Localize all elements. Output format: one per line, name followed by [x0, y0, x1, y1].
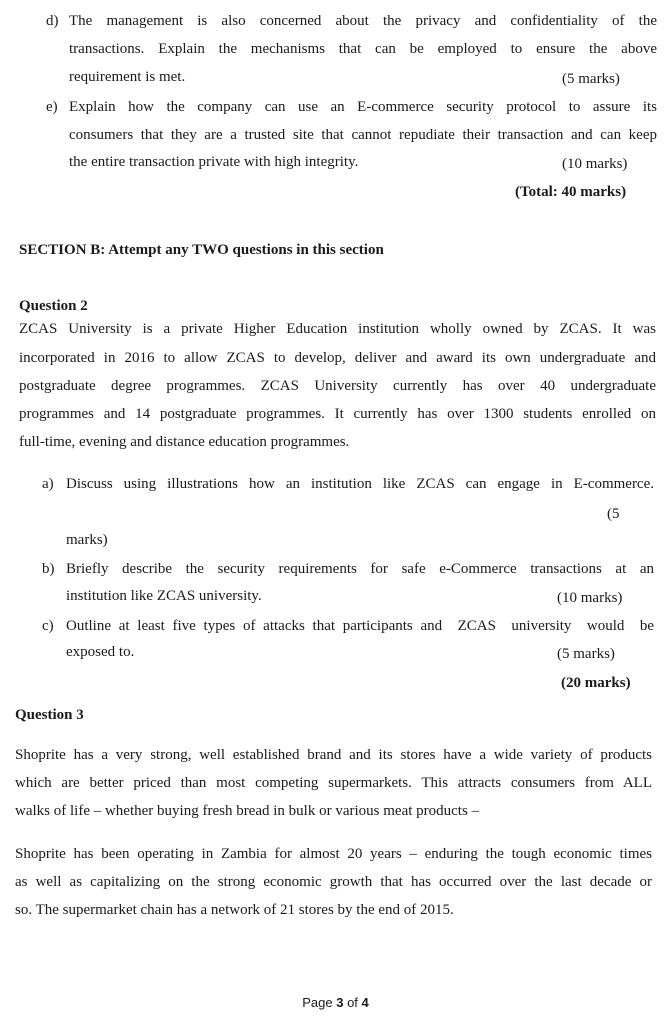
page-footer: [0, 995, 671, 1010]
section-b-heading-rest: : Attempt any TWO questions in this section: [100, 242, 384, 258]
item-d-marks: (5 marks): [562, 71, 620, 87]
item-d-line-1: The management is also concerned about the privacy and confidentiality of the: [69, 13, 657, 29]
footer-prefix: Page: [302, 995, 337, 1010]
q2-item-a-marks-part1: (5: [607, 506, 620, 522]
q2-item-label-a: a): [42, 476, 54, 492]
item-label-d: d): [46, 13, 59, 29]
question3-para1-line-3: walks of life – whether buying fresh bread in bulk or various meat products –: [15, 803, 480, 819]
q2-item-a-line-1: Discuss using illustrations how an institution like ZCAS can engage in E-commerce.: [66, 476, 654, 492]
question2-intro-line-1: ZCAS University is a private Higher Education institution wholly owned by ZCAS. It was: [19, 321, 656, 337]
item-d-line-3: requirement is met.: [69, 69, 186, 85]
q2-item-a-marks-part2: marks): [66, 532, 108, 548]
q2-item-c-line-2: exposed to.: [66, 644, 135, 660]
question2-intro-line-4: programmes and 14 postgraduate programmes. It currently has over 1300 students enrolled on: [19, 406, 656, 422]
q2-item-b-line-1: Briefly describe the security requirements for safe e-Commerce transactions at an: [66, 561, 654, 577]
question3-para2-line-3: so. The supermarket chain has a network of 21 stores by the end of 2015.: [15, 902, 454, 918]
footer-current-page: 3: [336, 995, 344, 1010]
question3-para1-line-2: which are better priced than most competing supermarkets. This attracts consumers from ALL: [15, 775, 652, 791]
item-d-line-2: transactions. Explain the mechanisms that can be employed to ensure the above: [69, 41, 657, 57]
section-b-heading-bold: SECTION B: [19, 242, 101, 258]
q2-item-label-b: b): [42, 561, 55, 577]
question3-para2-line-1: Shoprite has been operating in Zambia for almost 20 years – enduring the tough economic times: [15, 846, 652, 862]
item-label-e: e): [46, 99, 58, 115]
question2-intro-line-3: postgraduate degree programmes. ZCAS University currently has over 40 undergraduate: [19, 378, 656, 394]
question2-intro-line-2: incorporated in 2016 to allow ZCAS to develop, deliver and award its own undergraduate and: [19, 350, 656, 366]
q2-item-b-line-2: institution like ZCAS university.: [66, 588, 262, 604]
question2-title: Question 2: [19, 298, 88, 314]
q2-item-c-line-1: Outline at least five types of attacks that participants and ZCAS university would be: [66, 618, 654, 634]
section-b-heading: [19, 241, 384, 259]
footer-total-pages: 4: [361, 995, 369, 1010]
question3-title: Question 3: [15, 707, 84, 723]
q2-item-b-marks: (10 marks): [557, 590, 623, 606]
item-e-line-1: Explain how the company can use an E-commerce security protocol to assure its: [69, 99, 657, 115]
item-e-line-3: the entire transaction private with high integrity.: [69, 154, 359, 170]
question2-total-marks: (20 marks): [561, 675, 631, 691]
footer-middle: of: [343, 995, 362, 1010]
question1-total-marks: (Total: 40 marks): [515, 184, 627, 200]
question2-intro-line-5: full-time, evening and distance education programmes.: [19, 434, 350, 450]
item-e-marks: (10 marks): [562, 156, 628, 172]
question3-para1-line-1: Shoprite has a very strong, well established brand and its stores have a wide variety of products: [15, 747, 652, 763]
item-e-line-2: consumers that they are a trusted site that cannot repudiate their transaction and can keep: [69, 127, 657, 143]
question3-para2-line-2: as well as capitalizing on the strong economic growth that has occurred over the last decade or: [15, 874, 652, 890]
q2-item-c-marks: (5 marks): [557, 646, 615, 662]
q2-item-label-c: c): [42, 618, 54, 634]
